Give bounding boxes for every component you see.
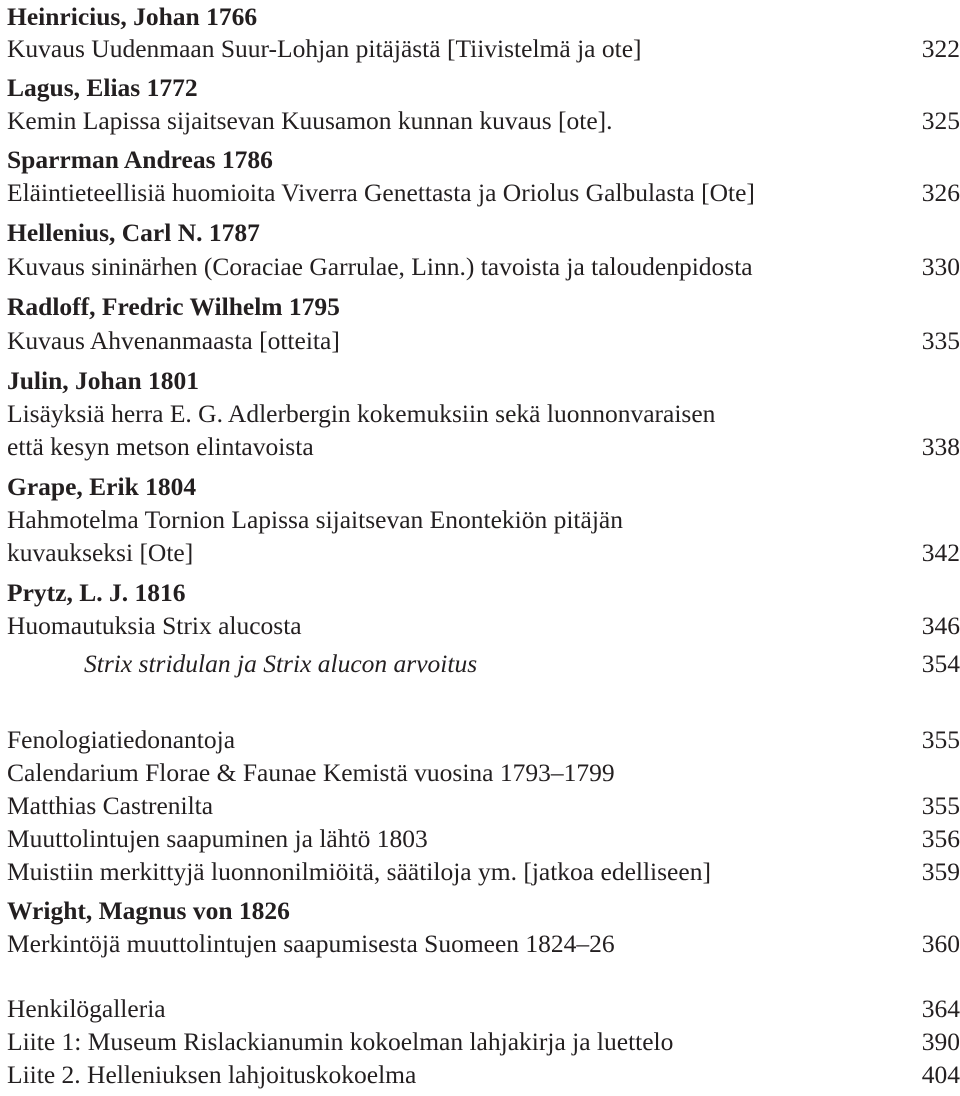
- entry-title: Huomautuksia Strix alucosta: [7, 611, 302, 640]
- toc-entry: [7, 756, 960, 790]
- page-number: 322: [921, 34, 960, 63]
- entry-title: Kuvaus sininärhen (Coraciae Garrulae, Linn.) tavoista ja taloudenpidosta: [7, 252, 753, 281]
- toc-entry: [7, 927, 960, 961]
- toc-entry: [7, 104, 960, 138]
- entry-title: kuvaukseksi [Ote]: [7, 538, 194, 567]
- toc-author: [7, 0, 960, 34]
- page-number: 326: [921, 178, 960, 207]
- page-number: 364: [921, 994, 960, 1023]
- entry-title: Lisäyksiä herra E. G. Adlerbergin kokemuksiin sekä luonnonvaraisen: [7, 399, 716, 428]
- entry-title: että kesyn metson elintavoista: [7, 432, 314, 461]
- toc-author: [7, 894, 960, 928]
- toc-entry: [7, 647, 960, 681]
- toc-author: [7, 364, 960, 398]
- toc-entry: [7, 609, 960, 643]
- toc-entry: [7, 324, 960, 358]
- author-name: Prytz, L. J. 1816: [7, 578, 186, 607]
- toc-entry: [7, 855, 960, 889]
- toc-author: [7, 470, 960, 504]
- entry-title: Matthias Castrenilta: [7, 791, 214, 820]
- page-number: 360: [921, 929, 960, 958]
- toc-entry: [7, 503, 960, 537]
- toc-author: [7, 576, 960, 610]
- page-number: 356: [921, 824, 960, 853]
- page-number: 338: [921, 432, 960, 461]
- toc-entry: [7, 397, 960, 431]
- entry-title: Merkintöjä muuttolintujen saapumisesta Suomeen 1824–26: [7, 929, 615, 958]
- author-name: Radloff, Fredric Wilhelm 1795: [7, 292, 340, 321]
- author-name: Julin, Johan 1801: [7, 366, 200, 395]
- page-number: 390: [921, 1027, 960, 1056]
- page-number: 355: [921, 791, 960, 820]
- toc-entry: [7, 1025, 960, 1059]
- entry-title: Eläintieteellisiä huomioita Viverra Genettasta ja Oriolus Galbulasta [Ote]: [7, 178, 755, 207]
- author-name: Grape, Erik 1804: [7, 472, 197, 501]
- page-number: 330: [921, 252, 960, 281]
- toc-entry: [7, 536, 960, 570]
- page-number: 359: [921, 857, 960, 886]
- entry-title: Hahmotelma Tornion Lapissa sijaitsevan Enontekiön pitäjän: [7, 505, 623, 534]
- entry-title: Strix stridulan ja Strix alucon arvoitus: [84, 649, 478, 678]
- page-number: 346: [921, 611, 960, 640]
- toc-entry: [7, 1058, 960, 1092]
- entry-title: Henkilögalleria: [7, 994, 166, 1023]
- author-name: Wright, Magnus von 1826: [7, 896, 290, 925]
- entry-title: Kuvaus Ahvenanmaasta [otteita]: [7, 326, 340, 355]
- toc-entry: [7, 723, 960, 757]
- author-name: Sparrman Andreas 1786: [7, 145, 273, 174]
- page-number: 325: [921, 106, 960, 135]
- entry-title: Muistiin merkittyjä luonnonilmiöitä, säätiloja ym. [jatkoa edelliseen]: [7, 857, 711, 886]
- toc-entry: [7, 822, 960, 856]
- entry-title: Calendarium Florae & Faunae Kemistä vuosina 1793–1799: [7, 758, 615, 787]
- toc-entry: [7, 789, 960, 823]
- entry-title: Fenologiatiedonantoja: [7, 725, 236, 754]
- toc-entry: [7, 32, 960, 66]
- page-number: 342: [921, 538, 960, 567]
- toc-author: [7, 71, 960, 105]
- page-number: 354: [921, 649, 960, 678]
- page-number: 335: [921, 326, 960, 355]
- toc-author: [7, 143, 960, 177]
- author-name: Hellenius, Carl N. 1787: [7, 218, 260, 247]
- entry-title: Kemin Lapissa sijaitsevan Kuusamon kunnan kuvaus [ote].: [7, 106, 613, 135]
- author-name: Heinricius, Johan 1766: [7, 2, 258, 31]
- author-name: Lagus, Elias 1772: [7, 73, 198, 102]
- entry-title: Liite 2. Helleniuksen lahjoituskokoelma: [7, 1060, 417, 1089]
- entry-title: Kuvaus Uudenmaan Suur-Lohjan pitäjästä [Tiivistelmä ja ote]: [7, 34, 642, 63]
- toc-entry: [7, 430, 960, 464]
- page-number: 404: [921, 1060, 960, 1089]
- page-number: 355: [921, 725, 960, 754]
- toc-author: [7, 216, 960, 250]
- toc-author: [7, 290, 960, 324]
- entry-title: Liite 1: Museum Rislackianumin kokoelman lahjakirja ja luettelo: [7, 1027, 674, 1056]
- toc-entry: [7, 250, 960, 284]
- toc-entry: [7, 176, 960, 210]
- toc-entry: [7, 992, 960, 1026]
- entry-title: Muuttolintujen saapuminen ja lähtö 1803: [7, 824, 428, 853]
